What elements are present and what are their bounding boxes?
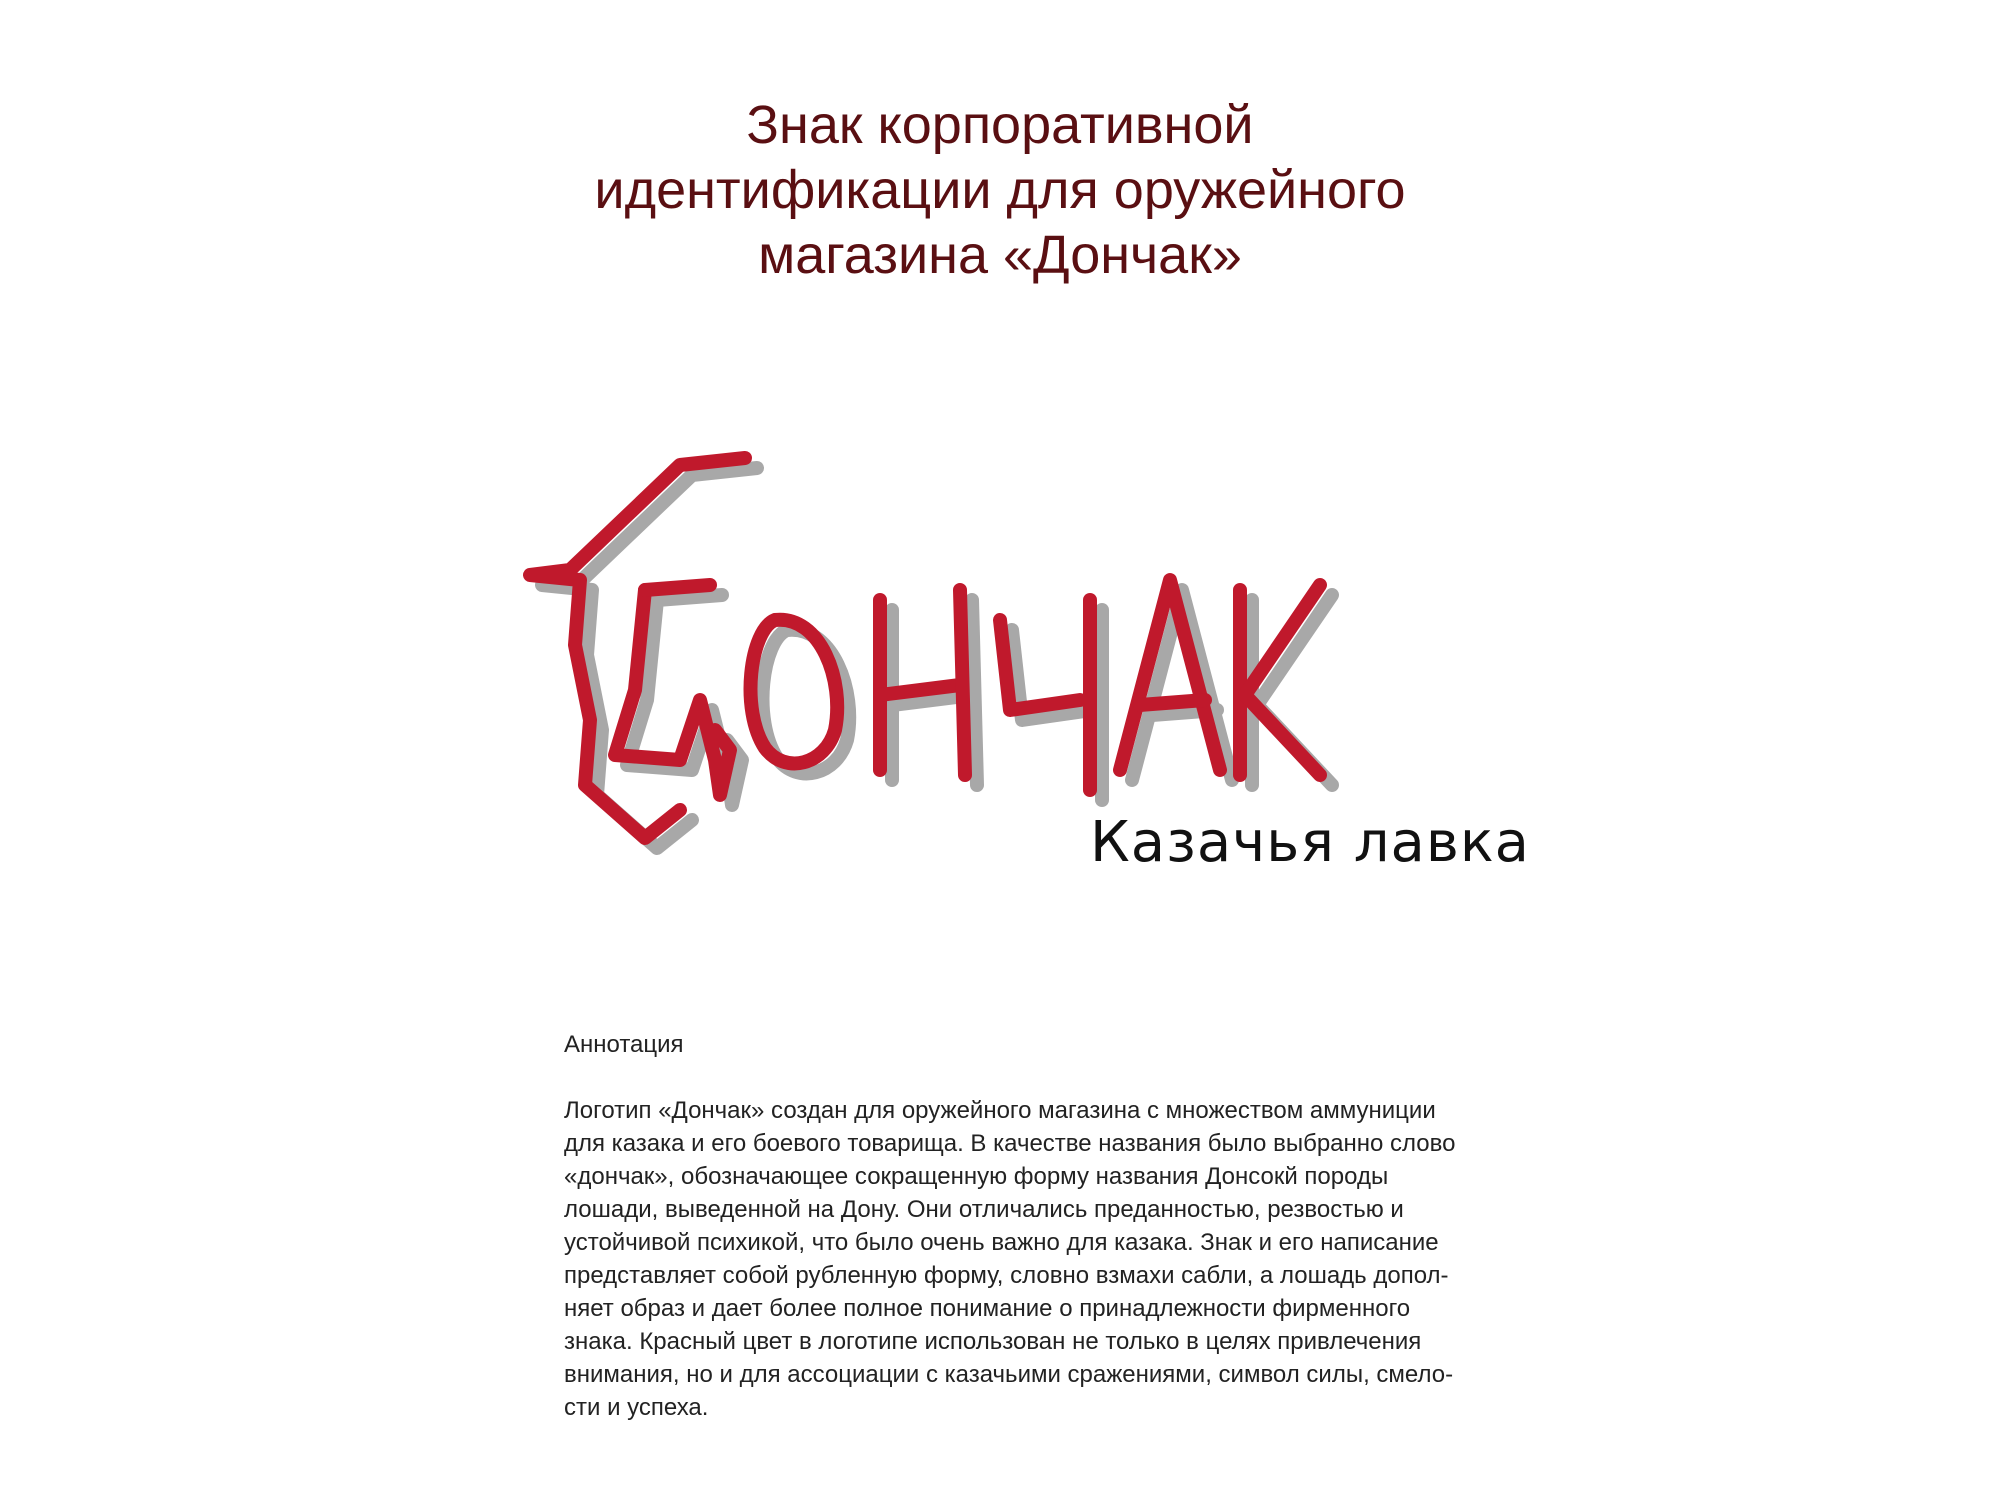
page-title-line: магазина «Дончак» (758, 225, 1242, 285)
page-title (0, 93, 2000, 288)
annotation-line: «дончак», обозначающее сокращенную форму названия Донсокй породы (564, 1163, 1389, 1190)
page-title-line: Знак корпоративной (746, 95, 1254, 155)
logo-tagline: Казачья лавка (1090, 810, 1530, 875)
annotation-body (564, 1094, 1524, 1424)
annotation-line: для казака и его боевого товарища. В качестве названия было выбранно слово (564, 1130, 1456, 1157)
annotation-line: няет образ и дает более полное понимание о принадлежности фирменного (564, 1295, 1411, 1322)
annotation-line: лошади, выведенной на Дону. Они отличались преданностью, резвостью и (564, 1196, 1404, 1223)
annotation-line: Логотип «Дончак» создан для оружейного магазина с множеством аммуниции (564, 1097, 1436, 1124)
annotation-heading: Аннотация (564, 1031, 684, 1058)
annotation-line: знака. Красный цвет в логотипе использован не только в целях привлечения (564, 1328, 1422, 1355)
annotation-line: сти и успеха. (564, 1394, 709, 1421)
annotation-line: внимания, но и для ассоциации с казачьими сражениями, символ силы, смело- (564, 1361, 1454, 1388)
logo-shadow (542, 468, 1332, 848)
page-title-line: идентификации для оружейного (594, 160, 1406, 220)
annotation-line: устойчивой психикой, что было очень важно для казака. Знак и его написание (564, 1229, 1439, 1256)
annotation (564, 1028, 1524, 1424)
annotation-line: представляет собой рубленную форму, словно взмахи сабли, а лошадь допол- (564, 1262, 1449, 1289)
